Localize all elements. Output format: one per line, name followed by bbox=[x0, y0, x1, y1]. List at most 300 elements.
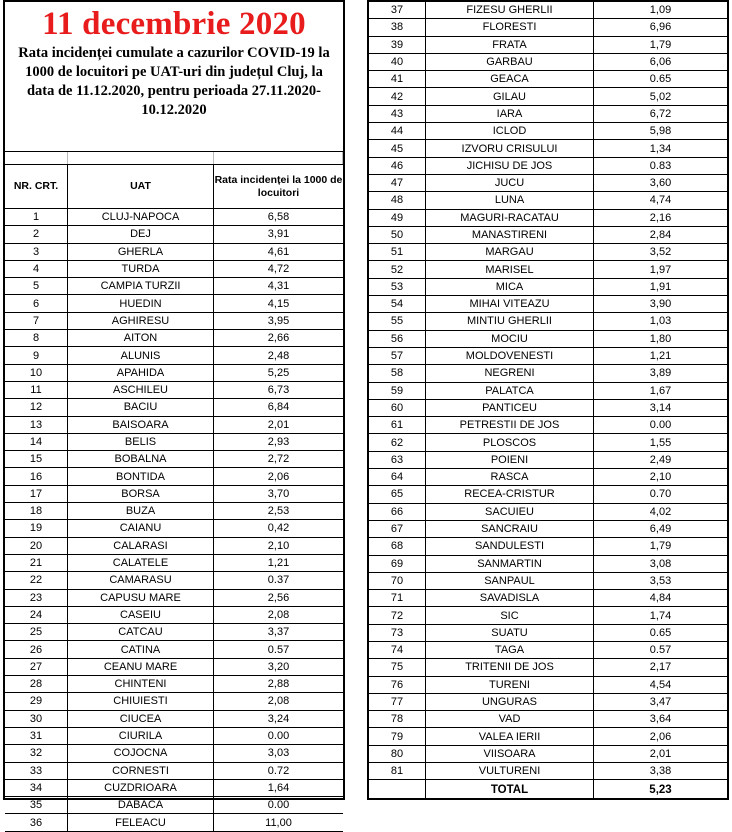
table-row bbox=[369, 227, 727, 244]
row-nr-cell: 18 bbox=[5, 503, 68, 519]
row-uat-cell: CATINA bbox=[68, 641, 214, 657]
row-rate-cell: 3,64 bbox=[649, 713, 672, 726]
row-rate-cell: 4,72 bbox=[267, 263, 290, 276]
row-rate-cell: 2,88 bbox=[267, 678, 290, 691]
table-row bbox=[369, 106, 727, 123]
table-row bbox=[5, 780, 343, 797]
table-row bbox=[369, 521, 727, 538]
table-row bbox=[5, 468, 343, 485]
row-nr-cell: 58 bbox=[369, 365, 426, 381]
row-nr-cell: 57 bbox=[369, 348, 426, 364]
row-nr-cell: 30 bbox=[5, 711, 68, 727]
row-nr-cell: 37 bbox=[369, 2, 426, 18]
row-nr-cell: 26 bbox=[5, 641, 68, 657]
row-nr-cell: 81 bbox=[369, 763, 426, 779]
row-uat-cell: MICA bbox=[426, 279, 594, 295]
row-uat-cell: SUATU bbox=[426, 625, 594, 641]
row-uat-cell: ICLOD bbox=[426, 123, 594, 139]
table-row bbox=[369, 54, 727, 71]
row-uat-cell: PALATCA bbox=[426, 383, 594, 399]
row-nr-cell: 34 bbox=[5, 780, 68, 796]
column-headers bbox=[5, 165, 343, 209]
row-rate-cell: 0.00 bbox=[267, 730, 290, 743]
row-uat-cell: BACIU bbox=[68, 399, 214, 415]
table-row bbox=[369, 746, 727, 763]
row-nr-cell: 65 bbox=[369, 486, 426, 502]
row-uat-cell: CAIANU bbox=[68, 520, 214, 536]
row-rate-cell: 11,00 bbox=[265, 816, 292, 829]
table-row bbox=[5, 278, 343, 295]
row-uat-cell: MANASTIRENI bbox=[426, 227, 594, 243]
table-row bbox=[5, 313, 343, 330]
row-nr-cell: 49 bbox=[369, 210, 426, 226]
row-nr-cell: 51 bbox=[369, 244, 426, 260]
row-rate-cell: 2,49 bbox=[649, 453, 672, 466]
row-rate-cell: 4,74 bbox=[649, 194, 672, 207]
table-row bbox=[369, 728, 727, 745]
row-rate-cell: 2,48 bbox=[267, 349, 290, 362]
row-nr-cell: 33 bbox=[5, 763, 68, 779]
row-nr-cell: 77 bbox=[369, 694, 426, 710]
table-row bbox=[5, 641, 343, 658]
table-row bbox=[5, 814, 343, 831]
row-rate-cell: 0.65 bbox=[649, 626, 672, 639]
row-rate-cell: 3,08 bbox=[649, 557, 672, 570]
row-uat-cell: VALEA IERII bbox=[426, 728, 594, 744]
table-row bbox=[369, 469, 727, 486]
row-rate-cell: 5,25 bbox=[267, 366, 290, 379]
total-nr-cell bbox=[369, 780, 426, 800]
table-row bbox=[369, 694, 727, 711]
table-row bbox=[369, 711, 727, 728]
row-rate-cell: 4,02 bbox=[649, 505, 672, 518]
table-row bbox=[5, 572, 343, 589]
row-rate-cell: 1,79 bbox=[649, 38, 672, 51]
row-uat-cell: MOLDOVENESTI bbox=[426, 348, 594, 364]
table-row bbox=[369, 123, 727, 140]
row-uat-cell: MINTIU GHERLII bbox=[426, 313, 594, 329]
row-rate-cell: 2,06 bbox=[649, 730, 672, 743]
row-rate-cell: 3,14 bbox=[649, 401, 672, 414]
row-uat-cell: IZVORU CRISULUI bbox=[426, 140, 594, 156]
row-rate-cell: 3,91 bbox=[267, 228, 290, 241]
table-row bbox=[369, 192, 727, 209]
row-uat-cell: PETRESTII DE JOS bbox=[426, 417, 594, 433]
row-rate-cell: 6,49 bbox=[649, 523, 672, 536]
row-nr-cell: 15 bbox=[5, 451, 68, 467]
row-nr-cell: 3 bbox=[5, 244, 68, 260]
row-rate-cell: 0.00 bbox=[267, 799, 290, 812]
row-nr-cell: 20 bbox=[5, 538, 68, 554]
row-nr-cell: 66 bbox=[369, 504, 426, 520]
table-row bbox=[5, 486, 343, 503]
table-row bbox=[369, 210, 727, 227]
table-row bbox=[369, 296, 727, 313]
row-uat-cell: TRITENII DE JOS bbox=[426, 659, 594, 675]
table-subtitle: Rata incidenței cumulate a cazurilor COVID-19 la 1000 de locuitori pe UAT-uri din județul Cluj, la data de 11.12.2020, pentru perioada 27.11.2020-10.12.2020 bbox=[18, 45, 330, 118]
row-rate-cell: 3,95 bbox=[267, 314, 290, 327]
total-rate: 5,23 bbox=[649, 784, 672, 797]
row-rate-cell: 6,58 bbox=[267, 211, 290, 224]
row-uat-cell: PLOSCOS bbox=[426, 434, 594, 450]
row-nr-cell: 39 bbox=[369, 37, 426, 53]
row-rate-cell: 4,84 bbox=[649, 592, 672, 605]
row-rate-cell: 2,17 bbox=[649, 661, 672, 674]
table-row bbox=[5, 607, 343, 624]
row-nr-cell: 60 bbox=[369, 400, 426, 416]
table-row bbox=[5, 382, 343, 399]
table-row bbox=[5, 590, 343, 607]
row-uat-cell: FELEACU bbox=[68, 814, 214, 830]
row-rate-cell: 0.72 bbox=[267, 764, 290, 777]
row-nr-cell: 46 bbox=[369, 158, 426, 174]
row-rate-cell: 1,79 bbox=[649, 540, 672, 553]
row-uat-cell: SAVADISLA bbox=[426, 590, 594, 606]
row-uat-cell: COJOCNA bbox=[68, 745, 214, 761]
table-row bbox=[5, 745, 343, 762]
row-rate-cell: 2,72 bbox=[267, 453, 290, 466]
row-rate-cell: 2,93 bbox=[267, 436, 290, 448]
row-uat-cell: MOCIU bbox=[426, 331, 594, 347]
row-rate-cell: 6,84 bbox=[267, 401, 290, 414]
row-uat-cell: AGHIRESU bbox=[68, 313, 214, 329]
row-nr-cell: 9 bbox=[5, 347, 68, 363]
row-uat-cell: CHIUIESTI bbox=[68, 693, 214, 709]
row-nr-cell: 14 bbox=[5, 434, 68, 450]
row-nr-cell: 36 bbox=[5, 814, 68, 830]
row-uat-cell: VULTURENI bbox=[426, 763, 594, 779]
row-rate-cell: 2,08 bbox=[267, 695, 290, 708]
row-rate-cell: 2,66 bbox=[267, 332, 290, 345]
row-nr-cell: 41 bbox=[369, 71, 426, 87]
row-rate-cell: 0.57 bbox=[267, 643, 290, 656]
table-row bbox=[5, 330, 343, 347]
table-row bbox=[369, 642, 727, 659]
row-rate-cell: 0.00 bbox=[649, 419, 672, 432]
row-uat-cell: AITON bbox=[68, 330, 214, 346]
row-uat-cell: BUZA bbox=[68, 503, 214, 519]
row-uat-cell: NEGRENI bbox=[426, 365, 594, 381]
row-rate-cell: 1,03 bbox=[649, 315, 672, 328]
row-rate-cell: 1,74 bbox=[649, 609, 672, 622]
row-nr-cell: 12 bbox=[5, 399, 68, 415]
table-row bbox=[369, 556, 727, 573]
row-nr-cell: 42 bbox=[369, 88, 426, 104]
table-row bbox=[369, 590, 727, 607]
table-row bbox=[369, 365, 727, 382]
row-uat-cell: TAGA bbox=[426, 642, 594, 658]
table-row bbox=[5, 347, 343, 364]
row-nr-cell: 16 bbox=[5, 468, 68, 484]
row-nr-cell: 50 bbox=[369, 227, 426, 243]
row-rate-cell: 1,09 bbox=[649, 4, 672, 17]
row-uat-cell: LUNA bbox=[426, 192, 594, 208]
row-nr-cell: 68 bbox=[369, 538, 426, 554]
row-nr-cell: 54 bbox=[369, 296, 426, 312]
row-rate-cell: 0.70 bbox=[649, 488, 672, 501]
row-rate-cell: 2,56 bbox=[267, 591, 290, 604]
column-header-rate: Rata incidenței la 1000 de locuitori bbox=[214, 173, 343, 199]
row-rate-cell: 0,42 bbox=[267, 522, 290, 535]
table-row bbox=[369, 88, 727, 105]
row-nr-cell: 55 bbox=[369, 313, 426, 329]
row-uat-cell: BORSA bbox=[68, 486, 214, 502]
table-row bbox=[369, 19, 727, 36]
row-rate-cell: 3,52 bbox=[649, 246, 672, 259]
table-row bbox=[369, 71, 727, 88]
row-uat-cell: APAHIDA bbox=[68, 365, 214, 381]
row-uat-cell: BELIS bbox=[68, 434, 214, 450]
row-rate-cell: 3,20 bbox=[267, 660, 290, 673]
row-rate-cell: 1,91 bbox=[649, 280, 672, 293]
row-nr-cell: 59 bbox=[369, 383, 426, 399]
table-row bbox=[369, 331, 727, 348]
row-nr-cell: 32 bbox=[5, 745, 68, 761]
row-uat-cell: CORNESTI bbox=[68, 763, 214, 779]
row-uat-cell: BONTIDA bbox=[68, 468, 214, 484]
row-nr-cell: 80 bbox=[369, 746, 426, 762]
row-uat-cell: FIZESU GHERLII bbox=[426, 2, 594, 18]
row-nr-cell: 17 bbox=[5, 486, 68, 502]
row-rate-cell: 1,34 bbox=[649, 142, 672, 155]
row-uat-cell: CIUCEA bbox=[68, 711, 214, 727]
row-rate-cell: 0.37 bbox=[267, 574, 290, 587]
row-nr-cell: 56 bbox=[369, 331, 426, 347]
left-table-panel bbox=[3, 0, 345, 829]
total-label: TOTAL bbox=[426, 780, 594, 800]
row-rate-cell: 6,06 bbox=[649, 56, 672, 69]
row-nr-cell: 72 bbox=[369, 607, 426, 623]
row-rate-cell: 2,53 bbox=[267, 505, 290, 518]
row-rate-cell: 1,55 bbox=[649, 436, 672, 449]
row-rate-cell: 3,89 bbox=[649, 367, 672, 380]
table-row bbox=[5, 659, 343, 676]
row-rate-cell: 3,90 bbox=[649, 298, 672, 311]
row-uat-cell: VIISOARA bbox=[426, 746, 594, 762]
row-rate-cell: 6,73 bbox=[267, 384, 290, 397]
row-uat-cell: CATCAU bbox=[68, 624, 214, 640]
table-row bbox=[369, 279, 727, 296]
row-uat-cell: UNGURAS bbox=[426, 694, 594, 710]
table-row bbox=[5, 693, 343, 710]
row-nr-cell: 63 bbox=[369, 452, 426, 468]
row-nr-cell: 21 bbox=[5, 555, 68, 571]
row-rate-cell: 1,97 bbox=[649, 263, 672, 276]
row-nr-cell: 61 bbox=[369, 417, 426, 433]
row-uat-cell: RECEA-CRISTUR bbox=[426, 486, 594, 502]
row-nr-cell: 70 bbox=[369, 573, 426, 589]
row-nr-cell: 69 bbox=[369, 556, 426, 572]
row-uat-cell: CUZDRIOARA bbox=[68, 780, 214, 796]
row-rate-cell: 6,96 bbox=[649, 21, 672, 34]
table-row bbox=[5, 728, 343, 745]
table-row bbox=[369, 763, 727, 780]
row-nr-cell: 1 bbox=[5, 209, 68, 225]
row-nr-cell: 31 bbox=[5, 728, 68, 744]
row-uat-cell: CIURILA bbox=[68, 728, 214, 744]
row-nr-cell: 64 bbox=[369, 469, 426, 485]
table-row bbox=[369, 538, 727, 555]
table-row bbox=[5, 365, 343, 382]
row-uat-cell: MAGURI-RACATAU bbox=[426, 210, 594, 226]
row-uat-cell: CAMARASU bbox=[68, 572, 214, 588]
row-uat-cell: FLORESTI bbox=[426, 19, 594, 35]
row-nr-cell: 35 bbox=[5, 797, 68, 813]
row-nr-cell: 5 bbox=[5, 278, 68, 294]
row-nr-cell: 40 bbox=[369, 54, 426, 70]
row-nr-cell: 48 bbox=[369, 192, 426, 208]
blank-row bbox=[5, 152, 343, 165]
row-rate-cell: 3,53 bbox=[649, 574, 672, 587]
table-row bbox=[5, 399, 343, 416]
row-rate-cell: 1,21 bbox=[267, 557, 290, 570]
table-row bbox=[5, 417, 343, 434]
row-nr-cell: 67 bbox=[369, 521, 426, 537]
table-row bbox=[5, 209, 343, 226]
row-nr-cell: 74 bbox=[369, 642, 426, 658]
row-uat-cell: CAMPIA TURZII bbox=[68, 278, 214, 294]
page-title: 11 decembrie 2020 bbox=[42, 6, 306, 42]
row-uat-cell: HUEDIN bbox=[68, 295, 214, 311]
row-uat-cell: RASCA bbox=[426, 469, 594, 485]
row-uat-cell: VAD bbox=[426, 711, 594, 727]
row-rate-cell: 0.83 bbox=[649, 159, 672, 172]
row-rate-cell: 6,72 bbox=[649, 107, 672, 120]
row-rate-cell: 3,70 bbox=[267, 487, 290, 500]
table-row bbox=[5, 763, 343, 780]
row-nr-cell: 7 bbox=[5, 313, 68, 329]
row-rate-cell: 2,01 bbox=[649, 747, 672, 760]
row-rate-cell: 2,84 bbox=[649, 229, 672, 241]
table-row bbox=[369, 452, 727, 469]
row-rate-cell: 3,37 bbox=[267, 626, 290, 639]
table-row bbox=[5, 295, 343, 312]
row-nr-cell: 28 bbox=[5, 676, 68, 692]
row-rate-cell: 3,38 bbox=[649, 765, 672, 778]
table-row bbox=[369, 504, 727, 521]
row-rate-cell: 4,31 bbox=[267, 280, 290, 293]
row-uat-cell: SIC bbox=[426, 607, 594, 623]
table-row bbox=[369, 677, 727, 694]
row-uat-cell: DEJ bbox=[68, 226, 214, 242]
table-row bbox=[369, 383, 727, 400]
row-rate-cell: 0.65 bbox=[649, 73, 672, 86]
row-uat-cell: MIHAI VITEAZU bbox=[426, 296, 594, 312]
row-uat-cell: GHERLA bbox=[68, 244, 214, 260]
row-uat-cell: CHINTENI bbox=[68, 676, 214, 692]
row-uat-cell: MARGAU bbox=[426, 244, 594, 260]
row-uat-cell: SANPAUL bbox=[426, 573, 594, 589]
table-header-block bbox=[5, 2, 343, 152]
table-row bbox=[369, 573, 727, 590]
row-rate-cell: 1,67 bbox=[649, 384, 672, 397]
table-row bbox=[369, 486, 727, 503]
table-row bbox=[369, 244, 727, 261]
row-rate-cell: 4,61 bbox=[267, 245, 290, 258]
row-rate-cell: 1,64 bbox=[267, 781, 290, 794]
row-nr-cell: 73 bbox=[369, 625, 426, 641]
row-uat-cell: BAISOARA bbox=[68, 417, 214, 433]
row-uat-cell: IARA bbox=[426, 106, 594, 122]
row-nr-cell: 75 bbox=[369, 659, 426, 675]
row-rate-cell: 1,80 bbox=[649, 332, 672, 345]
row-nr-cell: 79 bbox=[369, 728, 426, 744]
row-rate-cell: 1,21 bbox=[649, 350, 672, 363]
row-nr-cell: 62 bbox=[369, 434, 426, 450]
row-nr-cell: 24 bbox=[5, 607, 68, 623]
row-nr-cell: 45 bbox=[369, 140, 426, 156]
table-row bbox=[5, 244, 343, 261]
row-uat-cell: CASEIU bbox=[68, 607, 214, 623]
left-table-body bbox=[5, 209, 343, 832]
row-rate-cell: 3,60 bbox=[649, 177, 672, 190]
row-nr-cell: 78 bbox=[369, 711, 426, 727]
row-rate-cell: 2,06 bbox=[267, 470, 290, 483]
table-row bbox=[5, 520, 343, 537]
row-uat-cell: TURDA bbox=[68, 261, 214, 277]
table-row bbox=[369, 37, 727, 54]
table-row bbox=[5, 503, 343, 520]
row-uat-cell: SANCRAIU bbox=[426, 521, 594, 537]
row-uat-cell: SANMARTIN bbox=[426, 556, 594, 572]
row-nr-cell: 23 bbox=[5, 590, 68, 606]
table-row bbox=[369, 313, 727, 330]
row-nr-cell: 44 bbox=[369, 123, 426, 139]
table-row bbox=[369, 625, 727, 642]
row-nr-cell: 19 bbox=[5, 520, 68, 536]
row-nr-cell: 47 bbox=[369, 175, 426, 191]
row-nr-cell: 53 bbox=[369, 279, 426, 295]
table-row bbox=[369, 348, 727, 365]
table-row bbox=[369, 140, 727, 157]
row-nr-cell: 4 bbox=[5, 261, 68, 277]
row-rate-cell: 3,03 bbox=[267, 747, 290, 760]
row-uat-cell: GEACA bbox=[426, 71, 594, 87]
row-uat-cell: CLUJ-NAPOCA bbox=[68, 209, 214, 225]
row-rate-cell: 4,15 bbox=[267, 297, 290, 310]
column-header-nr: NR. CRT. bbox=[5, 165, 68, 208]
row-uat-cell: JUCU bbox=[426, 175, 594, 191]
table-row bbox=[5, 538, 343, 555]
row-nr-cell: 8 bbox=[5, 330, 68, 346]
row-rate-cell: 3,24 bbox=[267, 712, 290, 725]
right-table-body bbox=[369, 2, 727, 780]
row-nr-cell: 10 bbox=[5, 365, 68, 381]
table-row bbox=[369, 158, 727, 175]
table-row bbox=[369, 607, 727, 624]
row-uat-cell: TURENI bbox=[426, 677, 594, 693]
table-row bbox=[369, 417, 727, 434]
row-uat-cell: CEANU MARE bbox=[68, 659, 214, 675]
table-row bbox=[369, 400, 727, 417]
row-uat-cell: ASCHILEU bbox=[68, 382, 214, 398]
row-nr-cell: 25 bbox=[5, 624, 68, 640]
table-row bbox=[369, 175, 727, 192]
row-nr-cell: 29 bbox=[5, 693, 68, 709]
row-nr-cell: 71 bbox=[369, 590, 426, 606]
row-uat-cell: CALARASI bbox=[68, 538, 214, 554]
row-nr-cell: 52 bbox=[369, 261, 426, 277]
row-uat-cell: GARBAU bbox=[426, 54, 594, 70]
column-header-uat: UAT bbox=[68, 165, 214, 208]
row-nr-cell: 38 bbox=[369, 19, 426, 35]
table-row bbox=[5, 676, 343, 693]
row-rate-cell: 5,02 bbox=[649, 90, 672, 103]
row-rate-cell: 2,01 bbox=[267, 418, 290, 431]
table-row bbox=[5, 624, 343, 641]
table-row bbox=[369, 261, 727, 278]
table-row bbox=[5, 451, 343, 468]
